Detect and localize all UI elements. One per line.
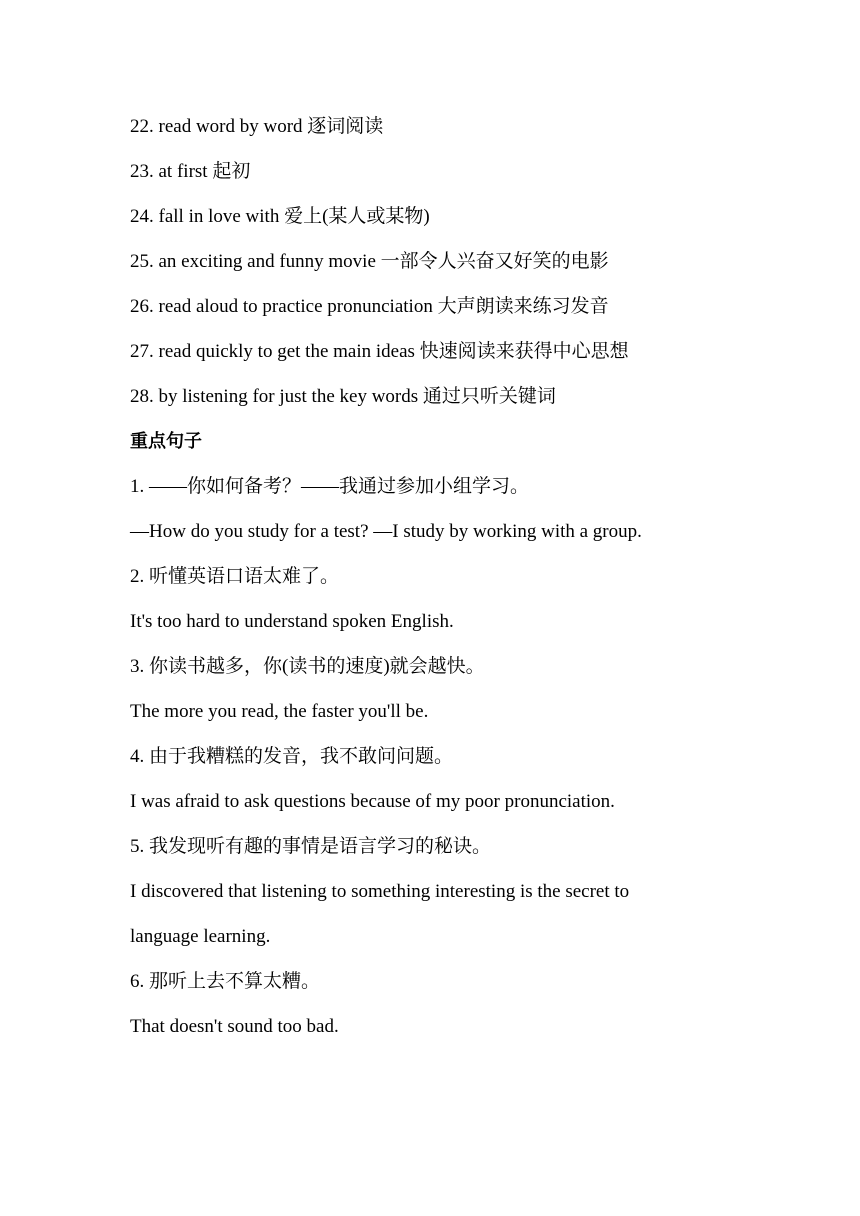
section-heading: 重点句子 [130, 431, 202, 452]
sentence-chinese: 1. ——你如何备考？——我通过参加小组学习。 [130, 476, 530, 497]
sentence-chinese: 6. 那听上去不算太糟。 [130, 971, 321, 992]
sentence-english: I was afraid to ask questions because of my poor pronunciation. [130, 791, 615, 812]
sentence-english: The more you read, the faster you'll be. [130, 701, 429, 722]
sentence-english: It's too hard to understand spoken English. [130, 611, 454, 632]
phrase-line: 24. fall in love with 爱上(某人或某物) [130, 206, 430, 227]
sentence-english: —How do you study for a test? —I study by working with a group. [130, 521, 642, 542]
phrase-line: 23. at first 起初 [130, 161, 251, 182]
sentence-english: That doesn't sound too bad. [130, 1016, 339, 1037]
phrase-line: 28. by listening for just the key words 通过只听关键词 [130, 386, 556, 407]
sentence-english-continued: language learning. [130, 926, 271, 947]
sentence-chinese: 5. 我发现听有趣的事情是语言学习的秘诀。 [130, 836, 492, 857]
phrase-line: 25. an exciting and funny movie 一部令人兴奋又好笑的电影 [130, 251, 609, 272]
document-content [130, 112, 750, 1057]
phrase-line: 26. read aloud to practice pronunciation 大声朗读来练习发音 [130, 296, 609, 317]
phrase-line: 22. read word by word 逐词阅读 [130, 116, 384, 137]
sentence-chinese: 3. 你读书越多，你(读书的速度)就会越快。 [130, 656, 485, 677]
sentence-english: I discovered that listening to something interesting is the secret to [130, 881, 630, 902]
phrase-line: 27. read quickly to get the main ideas 快速阅读来获得中心思想 [130, 341, 629, 362]
sentence-chinese: 2. 听懂英语口语太难了。 [130, 566, 340, 587]
sentence-chinese: 4. 由于我糟糕的发音，我不敢问问题。 [130, 746, 454, 767]
